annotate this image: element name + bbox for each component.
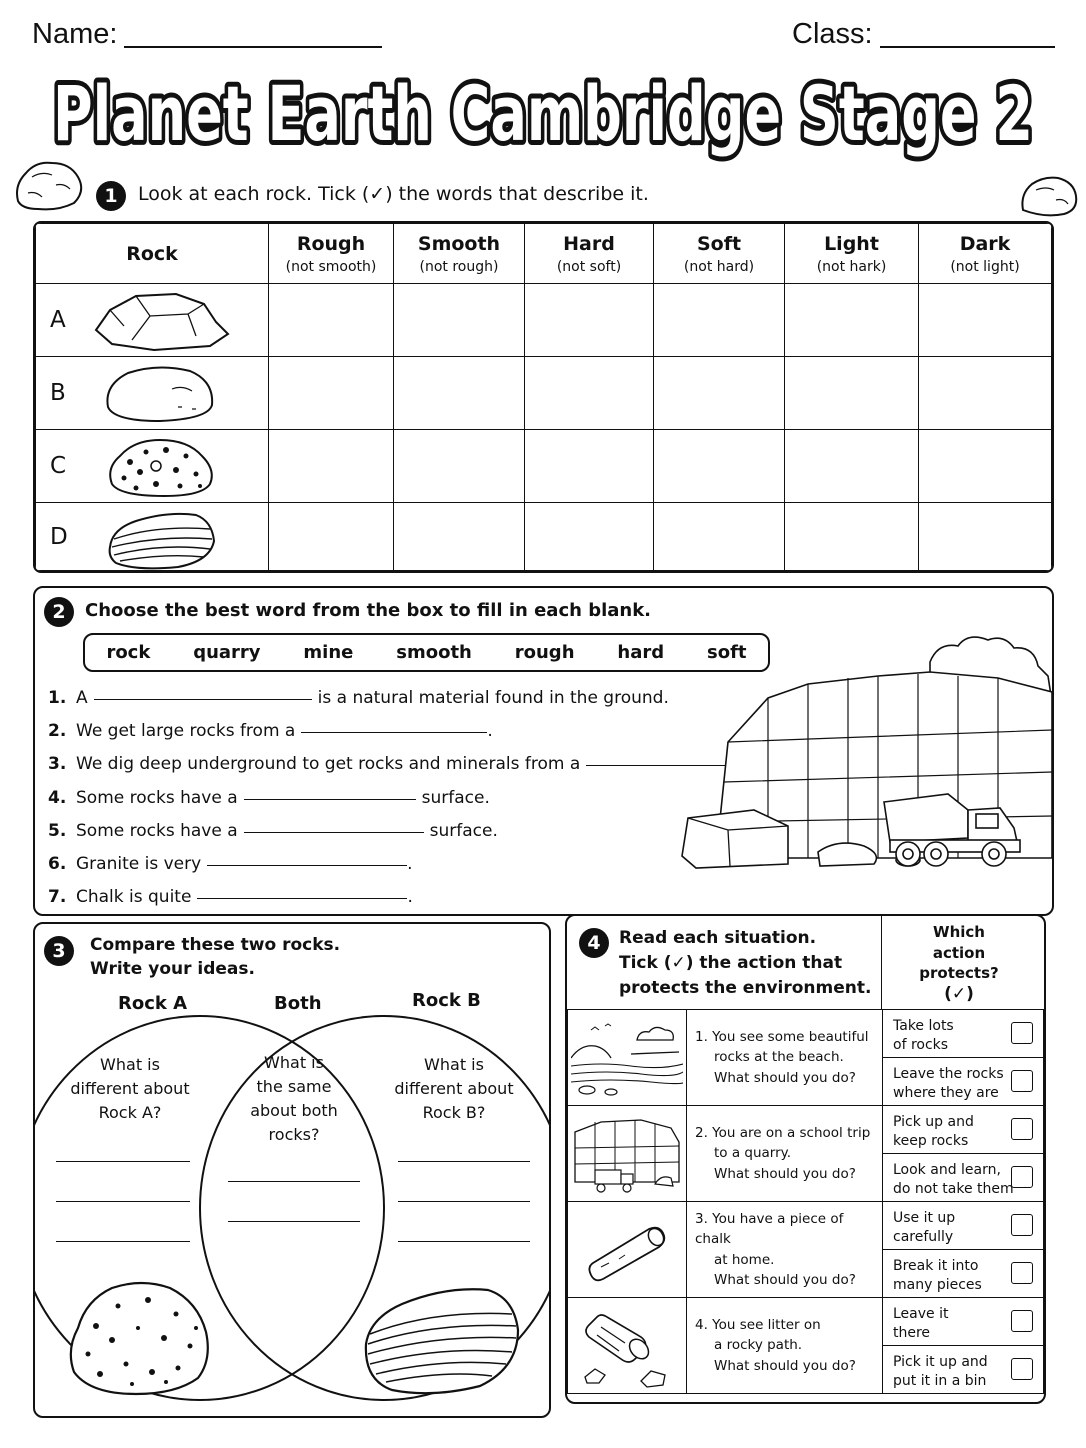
sentence-1: 1. A is a natural material found in the ground. — [48, 688, 669, 708]
checkbox[interactable] — [1011, 1262, 1033, 1284]
situation-image-cell — [568, 1010, 687, 1106]
word-bank-item: smooth — [396, 642, 472, 663]
checkbox[interactable] — [1011, 1214, 1033, 1236]
tick-cell[interactable] — [269, 284, 394, 357]
section-number-3: 3 — [44, 936, 74, 966]
name-field[interactable] — [124, 46, 382, 48]
checkbox[interactable] — [1011, 1310, 1033, 1332]
section4-instruction-3: protects the environment. — [619, 978, 872, 998]
tick-cell[interactable] — [394, 503, 525, 571]
section3-instruction-1: Compare these two rocks. — [90, 935, 341, 955]
option-pick-up-litter[interactable]: Pick it up and put it in a bin — [883, 1346, 1044, 1394]
writing-line[interactable] — [398, 1201, 530, 1202]
writing-line[interactable] — [56, 1201, 190, 1202]
situation-2-text: 2. You are on a school trip to a quarry. What should you do? — [687, 1106, 883, 1202]
sentence-6: 6. Granite is very . — [48, 854, 413, 874]
venn-left-question: What is different about Rock A? — [70, 1055, 190, 1122]
section2-instruction: Choose the best word from the box to fill in each blank. — [85, 600, 652, 621]
checkbox[interactable] — [1011, 1118, 1033, 1140]
col-rough: Rough (not smooth) — [269, 224, 394, 284]
section-number-4: 4 — [579, 928, 609, 958]
sentence-5: 5. Some rocks have a surface. — [48, 821, 498, 841]
venn-middle-question: What is the same about both rocks? — [250, 1053, 338, 1144]
writing-line[interactable] — [56, 1161, 190, 1162]
tick-cell[interactable] — [785, 284, 919, 357]
header-divider — [881, 914, 882, 1010]
blank-field[interactable] — [244, 799, 416, 800]
col-smooth: Smooth (not rough) — [394, 224, 525, 284]
rock-table — [33, 221, 1054, 573]
situation-image-cell — [568, 1202, 687, 1298]
tick-cell[interactable] — [525, 503, 654, 571]
word-bank-item: rough — [514, 642, 575, 663]
sentence-3: 3. We dig deep underground to get rocks and minerals from a — [48, 754, 764, 774]
rock-decoration-icon — [12, 155, 86, 215]
section-number-1: 1 — [96, 181, 126, 211]
sentence-2: 2. We get large rocks from a . — [48, 721, 493, 741]
tick-cell[interactable] — [525, 284, 654, 357]
rock-b-label: Rock B — [412, 990, 481, 1011]
col-dark: Dark (not light) — [919, 224, 1052, 284]
table-row — [36, 503, 1052, 571]
sentence-7: 7. Chalk is quite . — [48, 887, 413, 907]
sentence-4: 4. Some rocks have a surface. — [48, 788, 490, 808]
rock-a-label: Rock A — [118, 993, 188, 1014]
writing-line[interactable] — [398, 1161, 530, 1162]
tick-cell[interactable] — [654, 284, 785, 357]
table-row — [36, 430, 1052, 503]
speckled-rock-icon — [106, 434, 218, 500]
table-row — [568, 1202, 1044, 1250]
chalk-icon — [579, 1215, 675, 1285]
tick-cell[interactable] — [785, 430, 919, 503]
speckled-rock-a-icon — [66, 1276, 212, 1396]
tick-cell[interactable] — [785, 503, 919, 571]
rock-cell-c: C — [36, 430, 269, 503]
rock-decoration-icon — [1018, 172, 1080, 220]
option-leave-litter[interactable]: Leave it there — [883, 1298, 1044, 1346]
name-label: Name: — [32, 18, 118, 50]
writing-line[interactable] — [228, 1221, 360, 1222]
both-label: Both — [274, 993, 322, 1014]
page-title-text: Planet Earth Cambridge Stage 2 — [53, 69, 1033, 158]
word-bank-item: rock — [106, 642, 151, 663]
tick-cell[interactable] — [919, 503, 1052, 571]
section1-instruction: Look at each rock. Tick (✓) the words that describe it. — [138, 183, 649, 205]
checkbox[interactable] — [1011, 1022, 1033, 1044]
table-row — [568, 1106, 1044, 1154]
situations-table — [567, 1009, 1044, 1394]
quarry-illustration — [668, 632, 1052, 874]
table-row — [36, 357, 1052, 430]
section4-instruction-1: Read each situation. — [619, 928, 817, 948]
beach-icon — [571, 1018, 683, 1098]
tick-cell[interactable] — [394, 284, 525, 357]
word-bank-item: mine — [303, 642, 354, 663]
rock-cell-a: A — [36, 284, 269, 357]
tick-cell[interactable] — [785, 357, 919, 430]
table-row — [568, 1298, 1044, 1346]
blank-field[interactable] — [244, 832, 424, 833]
word-bank-item: hard — [617, 642, 665, 663]
tick-cell[interactable] — [269, 357, 394, 430]
tick-cell[interactable] — [525, 357, 654, 430]
layered-rock-icon — [106, 507, 218, 573]
word-bank — [83, 633, 770, 672]
blank-field[interactable] — [301, 732, 487, 733]
option-take-rocks[interactable]: Take lots of rocks — [883, 1010, 1044, 1058]
class-field[interactable] — [880, 46, 1055, 48]
page-title — [0, 62, 1086, 172]
table-row — [36, 284, 1052, 357]
class-label: Class: — [792, 18, 873, 50]
tick-cell[interactable] — [919, 284, 1052, 357]
option-keep-rocks[interactable]: Pick up and keep rocks — [883, 1106, 1044, 1154]
situation-4-text: 4. You see litter on a rocky path. What should you do? — [687, 1298, 883, 1394]
tick-cell[interactable] — [654, 357, 785, 430]
situation-1-text: 1. You see some beautiful rocks at the beach. What should you do? — [687, 1010, 883, 1106]
situation-image-cell — [568, 1298, 687, 1394]
writing-line[interactable] — [56, 1241, 190, 1242]
col-soft: Soft (not hard) — [654, 224, 785, 284]
col-hard: Hard (not soft) — [525, 224, 654, 284]
writing-line[interactable] — [398, 1241, 530, 1242]
tick-cell[interactable] — [525, 430, 654, 503]
tick-cell[interactable] — [394, 430, 525, 503]
table-row — [568, 1010, 1044, 1058]
layered-rock-b-icon — [362, 1282, 522, 1398]
section-number-2: 2 — [44, 597, 74, 627]
quarry-icon — [571, 1112, 683, 1196]
tick-cell[interactable] — [919, 430, 1052, 503]
angular-rock-icon — [92, 290, 232, 352]
tick-cell[interactable] — [654, 430, 785, 503]
writing-line[interactable] — [228, 1181, 360, 1182]
section3-instruction-2: Write your ideas. — [90, 959, 255, 979]
rock-cell-b: B — [36, 357, 269, 430]
checkbox[interactable] — [1011, 1358, 1033, 1380]
litter-icon — [577, 1303, 677, 1389]
tick-cell[interactable] — [269, 503, 394, 571]
blank-field[interactable] — [207, 865, 407, 866]
col-light: Light (not hark) — [785, 224, 919, 284]
tick-cell[interactable] — [269, 430, 394, 503]
checkbox[interactable] — [1011, 1166, 1033, 1188]
smooth-rock-icon — [102, 363, 218, 425]
tick-cell[interactable] — [919, 357, 1052, 430]
which-action-header: Which action protects? (✓) — [919, 923, 999, 1004]
rock-table-header — [36, 224, 1052, 284]
option-look-and-learn[interactable]: Look and learn, do not take them — [883, 1154, 1044, 1202]
section4-instruction-2: Tick (✓) the action that — [619, 953, 843, 973]
word-bank-item: soft — [707, 642, 747, 663]
checkbox[interactable] — [1011, 1070, 1033, 1092]
blank-field[interactable] — [94, 699, 312, 700]
rock-cell-d: D — [36, 503, 269, 571]
option-leave-rocks[interactable]: Leave the rocks where they are — [883, 1058, 1044, 1106]
situation-3-text: 3. You have a piece of chalk at home. What should you do? — [687, 1202, 883, 1298]
tick-cell[interactable] — [654, 503, 785, 571]
tick-cell[interactable] — [394, 357, 525, 430]
blank-field[interactable] — [197, 898, 407, 899]
option-break-pieces[interactable]: Break it into many pieces — [883, 1250, 1044, 1298]
option-use-carefully[interactable]: Use it up carefully — [883, 1202, 1044, 1250]
venn-right-question: What is different about Rock B? — [394, 1055, 514, 1122]
word-bank-item: quarry — [193, 642, 261, 663]
situation-image-cell — [568, 1106, 687, 1202]
col-rock: Rock — [36, 224, 269, 284]
